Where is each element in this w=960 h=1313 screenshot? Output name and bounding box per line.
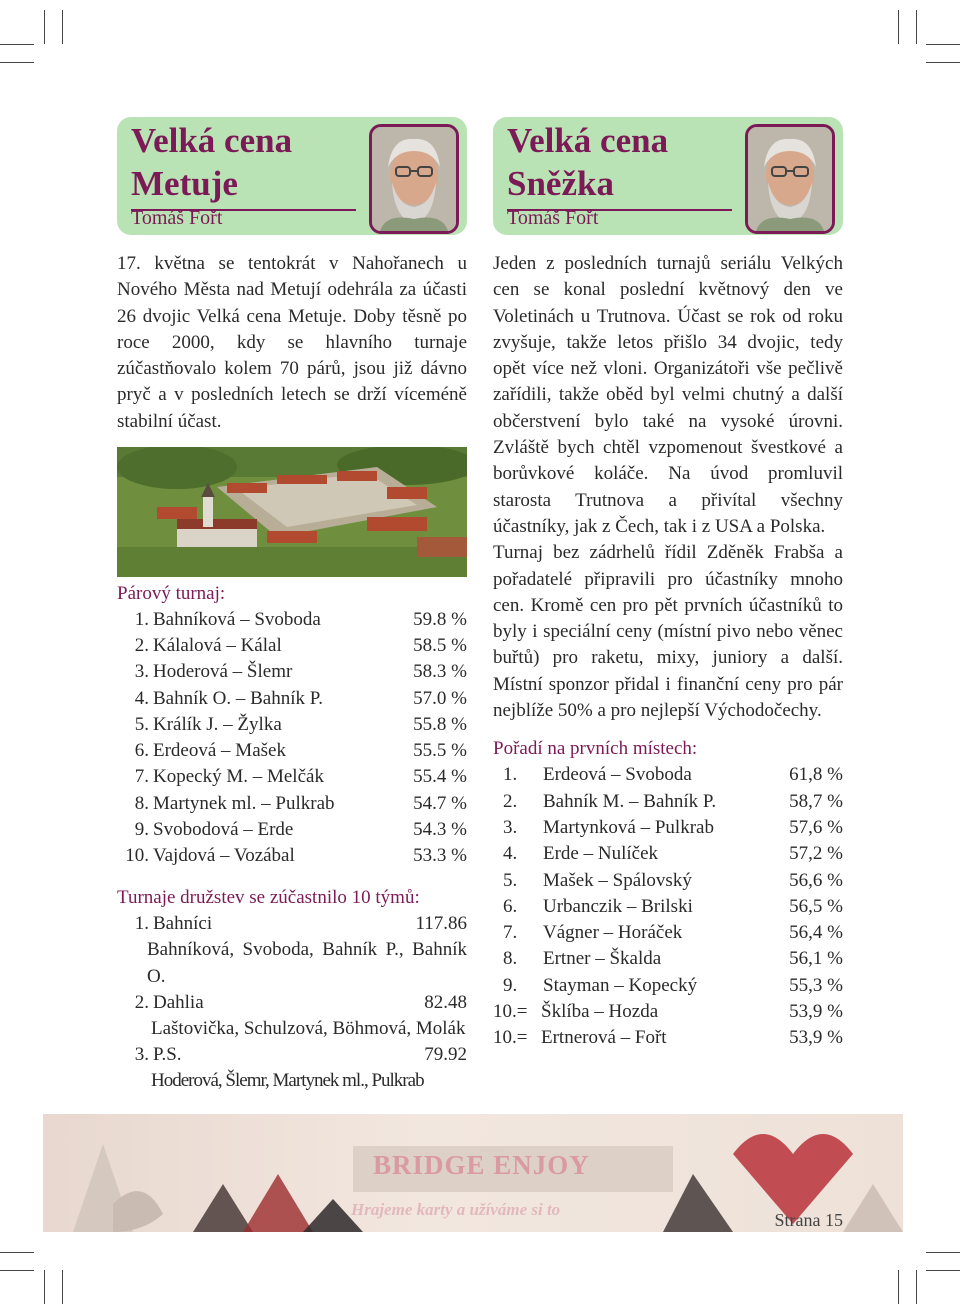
result-rank: 4.: [503, 843, 518, 865]
teams-heading: Turnaje družstev se zúčastnilo 10 týmů:: [117, 887, 420, 909]
crop-mark: [44, 1270, 45, 1304]
result-pair: Králík J. – Žylka: [153, 713, 282, 735]
author-portrait: [369, 124, 459, 234]
crop-mark: [0, 1270, 34, 1271]
article-intro: 17. května se tentokrát v Nahořanech u Nového Města nad Metují odehrála za účasti 26 dvojic Velká cena Metuje. Doby těsně po roce 2000, kdy se hlavního turnaje zúčastňovalo kolem 70 párů, jsou již dávno pryč a v posledních letech se drží víceméně stabilní účast.: [117, 253, 467, 432]
team-members: Laštovička, Schulzová, Böhmová, Molák: [151, 1017, 466, 1039]
crop-mark: [0, 1252, 34, 1253]
crop-mark: [916, 10, 917, 44]
ranking-heading: Pořadí na prvních místech:: [493, 738, 698, 760]
result-score: 57,6 %: [789, 816, 843, 838]
result-score: 53,9 %: [789, 1027, 843, 1049]
team-name: P.S.: [153, 1044, 182, 1066]
team-score: 82.48: [424, 991, 467, 1013]
article-intro: Jeden z posledních turnajů seriálu Velkých cen se konal poslední květnový den ve Voletinách u Trutnova. Účast se rok od roku zvyšuje, takže letos přišlo 34 dvojic, tedy opět více než vloni. Organizátoři vše pečlivě zařídili, takže oběd byl velmi chutný a další občerstvení bylo také na vysoké úrovni. Zvláště bych chtěl vzpomenout švestkové a borůvkové koláče. Na úvod promluvil starosta Trutnova a přivítal všechny účastníky, jak z Čech, tak i z USA a Polska.: [493, 253, 843, 537]
team-score: 117.86: [415, 913, 467, 935]
result-rank: 9.: [134, 818, 149, 840]
aerial-town-photo: [117, 447, 467, 577]
result-pair: Kopecký M. – Melčák: [153, 766, 324, 788]
crop-mark: [0, 44, 34, 45]
result-pair: Ertnerová – Fořt: [541, 1027, 667, 1049]
result-row: [493, 1025, 843, 1051]
result-pair: Martynková – Pulkrab: [543, 816, 714, 838]
result-pair: Kálalová – Kálal: [153, 635, 282, 657]
result-row: [503, 920, 843, 946]
result-pair: Erdeová – Mašek: [153, 740, 286, 762]
result-row: [503, 762, 843, 788]
article-left: [117, 117, 467, 1095]
pairs-heading: Párový turnaj:: [117, 583, 226, 605]
result-rank: 2.: [134, 635, 149, 657]
team-members: Bahníková, Svoboda, Bahník P., Bahník O.: [147, 939, 467, 987]
result-score: 58.3 %: [413, 661, 467, 683]
result-pair: Erde – Nulíček: [543, 843, 659, 865]
page-footer: [43, 1114, 903, 1232]
result-rank: 10.=: [493, 1027, 528, 1049]
team-row: [117, 990, 467, 1016]
result-pair: Vajdová – Vozábal: [153, 844, 295, 866]
result-score: 54.3 %: [413, 818, 467, 840]
crop-mark: [0, 62, 34, 63]
result-rank: 6.: [134, 740, 149, 762]
result-score: 59.8 %: [413, 609, 467, 631]
crop-mark: [898, 10, 899, 44]
result-pair: Vágner – Horáček: [543, 922, 683, 944]
result-pair: Bahníková – Svoboda: [153, 609, 321, 631]
result-score: 58.5 %: [413, 635, 467, 657]
team-score: 79.92: [424, 1044, 467, 1066]
result-score: 55.4 %: [413, 766, 467, 788]
result-row: [503, 815, 843, 841]
result-rank: 10.=: [493, 1001, 528, 1023]
result-score: 55.8 %: [413, 713, 467, 735]
result-pair: Svobodová – Erde: [153, 818, 294, 840]
crop-mark: [926, 1252, 960, 1253]
result-rank: 2.: [503, 790, 518, 812]
result-row: [503, 868, 843, 894]
result-rank: 10.: [125, 844, 149, 866]
result-pair: Martynek ml. – Pulkrab: [153, 792, 335, 814]
result-score: 57.0 %: [413, 687, 467, 709]
result-rank: 5.: [503, 869, 518, 891]
crop-mark: [62, 10, 63, 44]
result-pair: Erdeová – Svoboda: [543, 764, 692, 786]
result-pair: Urbanczik – Brilski: [543, 895, 693, 917]
article-right: [493, 117, 843, 1052]
result-pair: Šklíba – Hozda: [541, 1001, 659, 1023]
result-row: [503, 894, 843, 920]
crop-mark: [926, 1270, 960, 1271]
result-score: 53,9 %: [789, 1001, 843, 1023]
result-rank: 6.: [503, 895, 518, 917]
result-row: [117, 712, 467, 738]
article-title: Velká cena Metuje: [131, 119, 356, 211]
crop-mark: [926, 62, 960, 63]
article-title: Velká cena Sněžka: [507, 119, 732, 211]
crop-mark: [926, 44, 960, 45]
result-rank: 3.: [503, 816, 518, 838]
result-score: 55.5 %: [413, 740, 467, 762]
result-score: 56,6 %: [789, 869, 843, 891]
result-score: 56,4 %: [789, 922, 843, 944]
result-row: [503, 946, 843, 972]
result-score: 56,5 %: [789, 895, 843, 917]
page-number: Strana 15: [774, 1210, 843, 1230]
result-row: [117, 843, 467, 869]
article-header: [493, 117, 843, 235]
crop-mark: [62, 1270, 63, 1304]
result-pair: Ertner – Škalda: [543, 948, 662, 970]
result-row: [503, 973, 843, 999]
result-pair: Mašek – Spálovský: [543, 869, 692, 891]
ranking-results: [493, 762, 843, 1051]
result-score: 58,7 %: [789, 790, 843, 812]
result-row: [117, 764, 467, 790]
result-rank: 7.: [134, 766, 149, 788]
result-rank: 5.: [134, 713, 149, 735]
footer-brand: BRIDGE ENJOY: [373, 1150, 590, 1180]
result-pair: Stayman – Kopecký: [543, 974, 698, 996]
result-row: [503, 841, 843, 867]
pairs-results: [117, 607, 467, 869]
result-pair: Bahník O. – Bahník P.: [153, 687, 323, 709]
article-author: Tomáš Fořt: [507, 207, 599, 229]
result-row: [117, 738, 467, 764]
footer-tagline: Hrajeme karty a užíváme si to: [351, 1200, 561, 1219]
result-score: 53.3 %: [413, 844, 467, 866]
result-rank: 7.: [503, 922, 518, 944]
team-row: [117, 1042, 467, 1068]
article-header: [117, 117, 467, 235]
result-score: 54.7 %: [413, 792, 467, 814]
author-portrait: [745, 124, 835, 234]
result-row: [117, 659, 467, 685]
result-score: 56,1 %: [789, 948, 843, 970]
result-rank: 9.: [503, 974, 518, 996]
team-row: [117, 911, 467, 937]
result-row: [117, 686, 467, 712]
result-row: [117, 633, 467, 659]
crop-mark: [898, 1270, 899, 1304]
result-row: [117, 817, 467, 843]
result-rank: 3.: [134, 661, 149, 683]
result-rank: 1.: [134, 609, 149, 631]
result-rank: 8.: [134, 792, 149, 814]
result-pair: Bahník M. – Bahník P.: [543, 790, 717, 812]
result-rank: 4.: [134, 687, 149, 709]
crop-mark: [916, 1270, 917, 1304]
result-rank: 8.: [503, 948, 518, 970]
team-rank: 1.: [134, 913, 149, 935]
team-name: Dahlia: [153, 991, 204, 1013]
result-score: 61,8 %: [789, 764, 843, 786]
result-score: 55,3 %: [789, 974, 843, 996]
result-pair: Hoderová – Šlemr: [153, 661, 293, 683]
team-members: Hoderová, Šlemr, Martynek ml., Pulkrab: [151, 1070, 424, 1092]
article-body: Turnaj bez zádrhelů řídil Zděněk Frabša a pořadatelé připravili pro účastníky mnoho cen. Kromě cen pro pět prvních účastníků to byly i speciální ceny (místní pivo nebo věnec buřtů) pro raketu, mixy, juniory a další. Místní sponzor přidal i finanční ceny pro pár nejblíže 50% a pro nejlepší Východočechy.: [493, 542, 843, 722]
result-row: [117, 791, 467, 817]
result-row: [493, 999, 843, 1025]
result-score: 57,2 %: [789, 843, 843, 865]
result-row: [503, 789, 843, 815]
result-row: [117, 607, 467, 633]
team-rank: 3.: [134, 1044, 149, 1066]
teams-results: [117, 911, 467, 1094]
article-author: Tomáš Fořt: [131, 207, 223, 229]
team-name: Bahníci: [153, 913, 213, 935]
crop-mark: [44, 10, 45, 44]
result-rank: 1.: [503, 764, 518, 786]
team-rank: 2.: [134, 991, 149, 1013]
